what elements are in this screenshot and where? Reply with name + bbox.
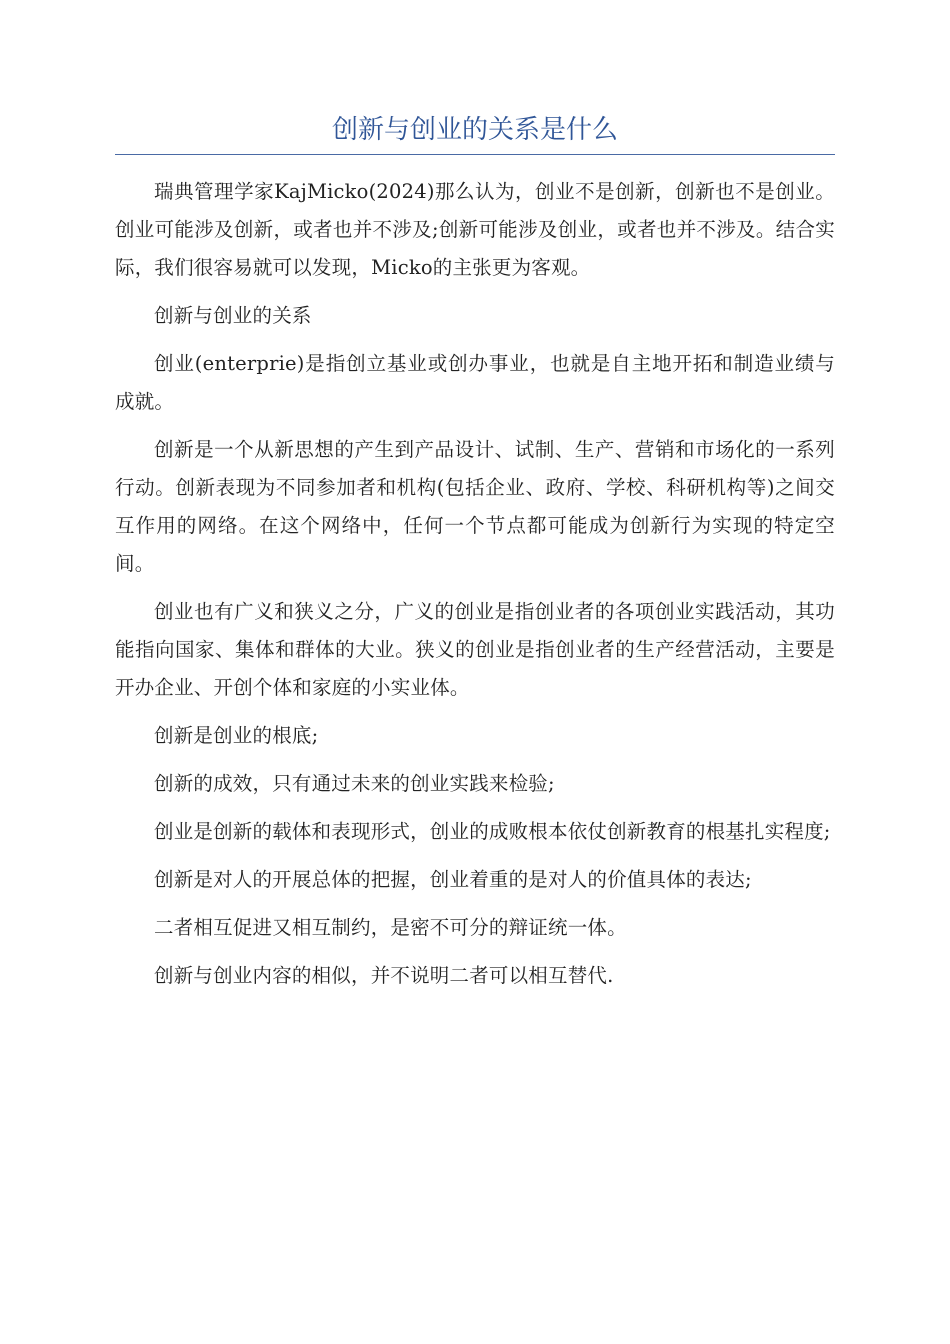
paragraph: 创新的成效，只有通过未来的创业实践来检验; (154, 772, 555, 795)
paragraph: 创业(enterprie)是指创立基业或创办事业，也就是自主地开拓和制造业绩与成就。 (115, 352, 835, 413)
paragraph: 创新是创业的根底; (154, 724, 319, 747)
paragraph: 创新与创业内容的相似，并不说明二者可以相互替代. (154, 964, 614, 987)
paragraph: 创新是对人的开展总体的把握，创业着重的是对人的价值具体的表达; (154, 868, 752, 891)
paragraph: 创业也有广义和狭义之分，广义的创业是指创业者的各项创业实践活动，其功能指向国家、集体和群体的大业。狭义的创业是指创业者的生产经营活动，主要是开办企业、开创个体和家庭的小实业体。 (115, 600, 835, 699)
title-underline (115, 154, 835, 155)
section-heading: 创新与创业的关系 (154, 304, 312, 327)
paragraph: 创业是创新的载体和表现形式，创业的成败根本依仗创新教育的根基扎实程度; (154, 820, 831, 843)
paragraph: 二者相互促进又相互制约，是密不可分的辩证统一体。 (154, 916, 627, 939)
paragraph: 创新是一个从新思想的产生到产品设计、试制、生产、营销和市场化的一系列行动。创新表现为不同参加者和机构(包括企业、政府、学校、科研机构等)之间交互作用的网络。在这个网络中，任何一个节点都可能成为创新行为实现的特定空间。 (115, 438, 835, 575)
document-page (115, 110, 835, 1005)
document-title: 创新与创业的关系是什么 (331, 115, 618, 145)
paragraph: 瑞典管理学家KajMicko(2024)那么认为，创业不是创新，创新也不是创业。创业可能涉及创新，或者也并不涉及;创新可能涉及创业，或者也并不涉及。结合实际，我们很容易就可以发现，Micko的主张更为客观。 (115, 180, 835, 279)
